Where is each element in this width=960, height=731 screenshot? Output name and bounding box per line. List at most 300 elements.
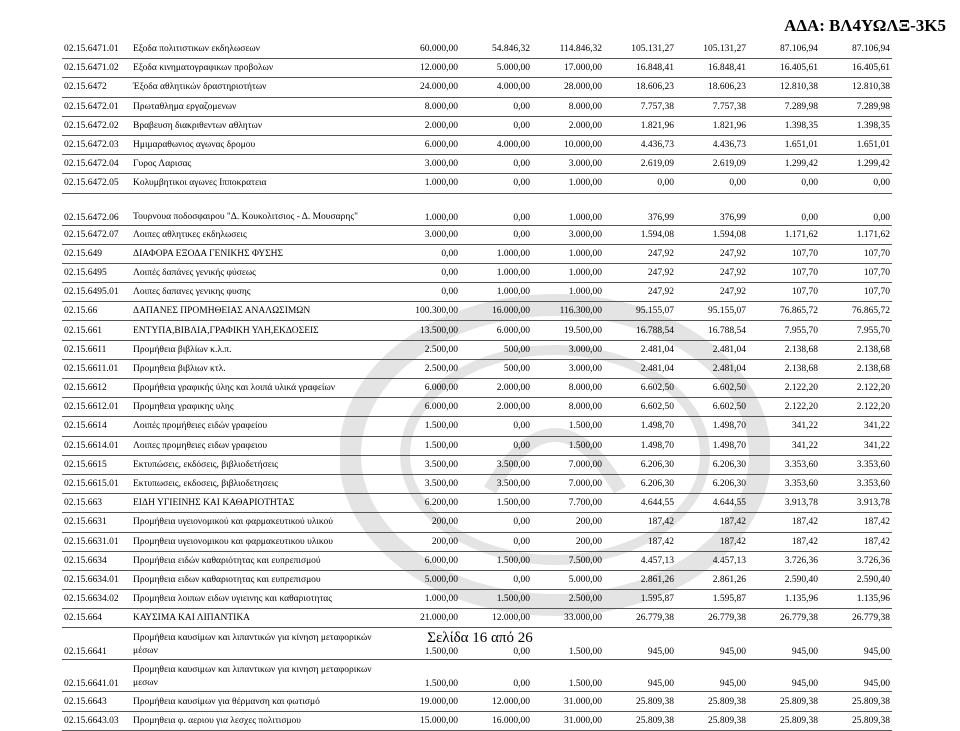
amount-cell: 3.000,00 [532, 340, 604, 359]
table-row [62, 59, 892, 78]
amount-cell: 0,00 [748, 193, 820, 225]
amount-cell: 2.500,00 [388, 359, 460, 378]
table-row [62, 379, 892, 398]
amount-cell: 1.171,62 [820, 225, 892, 244]
account-description: Βραβευση διακριθεντων αθλητων [131, 116, 388, 135]
amount-cell: 187,42 [604, 513, 676, 532]
amount-cell: 1.500,00 [532, 628, 604, 660]
amount-cell: 1.000,00 [532, 174, 604, 193]
amount-cell: 3.000,00 [388, 225, 460, 244]
amount-cell: 187,42 [748, 513, 820, 532]
account-description: Προμηθεια βιβλιων κτλ. [131, 359, 388, 378]
account-code: 02.15.6472.02 [62, 116, 131, 135]
budget-table [62, 40, 892, 731]
account-code: 02.15.6634.02 [62, 590, 131, 609]
amount-cell: 1.500,00 [388, 436, 460, 455]
amount-cell: 16.000,00 [460, 711, 532, 730]
account-description: Προμήθεια καυσίμων και λιπαντικών για κίνηση μεταφορικών μέσων [131, 628, 388, 660]
table-row [62, 609, 892, 628]
amount-cell: 2.590,40 [820, 570, 892, 589]
amount-cell: 25.809,38 [604, 711, 676, 730]
amount-cell: 0,00 [820, 193, 892, 225]
table-row [62, 193, 892, 225]
amount-cell: 26.779,38 [676, 609, 748, 628]
amount-cell: 1.000,00 [460, 283, 532, 302]
amount-cell: 12.000,00 [388, 59, 460, 78]
amount-cell: 2.481,04 [604, 359, 676, 378]
account-description: Τουρνουα ποδοσφαιρου "Δ. Κουκολιτσιος - Δ. Μουσαρης" [131, 193, 388, 225]
amount-cell: 107,70 [748, 244, 820, 263]
amount-cell: 0,00 [460, 532, 532, 551]
amount-cell: 6.206,30 [676, 455, 748, 474]
amount-cell: 8.000,00 [532, 379, 604, 398]
amount-cell: 1.500,00 [532, 417, 604, 436]
account-code: 02.15.6495.01 [62, 283, 131, 302]
account-code: 02.15.6471.01 [62, 40, 131, 59]
amount-cell: 1.821,96 [676, 116, 748, 135]
amount-cell: 114.846,32 [532, 40, 604, 59]
amount-cell: 25.809,38 [604, 692, 676, 711]
amount-cell: 1.000,00 [460, 263, 532, 282]
amount-cell: 2.138,68 [820, 340, 892, 359]
amount-cell: 4.457,13 [604, 551, 676, 570]
amount-cell: 5.000,00 [532, 570, 604, 589]
amount-cell: 0,00 [460, 225, 532, 244]
table-row [62, 590, 892, 609]
account-code: 02.15.6614 [62, 417, 131, 436]
account-description: Λοιπες δαπανες γενικης φυσης [131, 283, 388, 302]
account-code: 02.15.6615.01 [62, 474, 131, 493]
table-row [62, 532, 892, 551]
amount-cell: 25.809,38 [820, 692, 892, 711]
amount-cell: 376,99 [604, 193, 676, 225]
amount-cell: 1.595,87 [676, 590, 748, 609]
amount-cell: 945,00 [604, 660, 676, 692]
amount-cell: 0,00 [460, 155, 532, 174]
amount-cell: 0,00 [604, 174, 676, 193]
account-code: 02.15.664 [62, 609, 131, 628]
account-code: 02.15.6472.06 [62, 193, 131, 225]
amount-cell: 18.606,23 [604, 78, 676, 97]
amount-cell: 16.788,54 [676, 321, 748, 340]
amount-cell: 247,92 [604, 263, 676, 282]
amount-cell: 3.000,00 [532, 155, 604, 174]
amount-cell: 1.500,00 [532, 660, 604, 692]
amount-cell: 8.000,00 [532, 398, 604, 417]
amount-cell: 105.131,27 [676, 40, 748, 59]
budget-rows [62, 40, 892, 730]
amount-cell: 4.000,00 [460, 78, 532, 97]
page-number: Σελίδα 16 από 26 [427, 630, 533, 646]
amount-cell: 6.206,30 [604, 455, 676, 474]
amount-cell: 1.498,70 [676, 436, 748, 455]
account-code: 02.15.66 [62, 302, 131, 321]
account-description: Προμήθεια υγειονομικού και φαρμακευτικού υλικού [131, 513, 388, 532]
amount-cell: 16.848,41 [604, 59, 676, 78]
amount-cell: 1.500,00 [460, 551, 532, 570]
account-description: Προμηθεια καυσιμων και λιπαντικων για κινηση μεταφορικων μεσων [131, 660, 388, 692]
amount-cell: 0,00 [820, 174, 892, 193]
amount-cell: 1.500,00 [388, 660, 460, 692]
amount-cell: 3.913,78 [748, 494, 820, 513]
amount-cell: 0,00 [388, 283, 460, 302]
amount-cell: 13.500,00 [388, 321, 460, 340]
amount-cell: 945,00 [820, 660, 892, 692]
amount-cell: 1.498,70 [604, 436, 676, 455]
table-row [62, 340, 892, 359]
amount-cell: 341,22 [820, 436, 892, 455]
table-row [62, 174, 892, 193]
amount-cell: 107,70 [820, 263, 892, 282]
account-description: Κολυμβητικοι αγωνες Ιπποκρατεια [131, 174, 388, 193]
amount-cell: 31.000,00 [532, 692, 604, 711]
amount-cell: 1.000,00 [388, 193, 460, 225]
account-description: Προμηθεια φ. αεριου για λεσχες πολιτισμου [131, 711, 388, 730]
table-row [62, 660, 892, 692]
amount-cell: 2.000,00 [460, 398, 532, 417]
amount-cell: 1.398,35 [820, 116, 892, 135]
amount-cell: 187,42 [748, 532, 820, 551]
table-row [62, 155, 892, 174]
account-description: Εξοδα κινηματογραφικων προβολων [131, 59, 388, 78]
amount-cell: 7.000,00 [532, 474, 604, 493]
account-code: 02.15.6472.07 [62, 225, 131, 244]
amount-cell: 25.809,38 [676, 692, 748, 711]
account-description: Λοιπες αθλητικες εκδηλωσεις [131, 225, 388, 244]
amount-cell: 16.405,61 [820, 59, 892, 78]
amount-cell: 3.500,00 [460, 474, 532, 493]
amount-cell: 945,00 [676, 628, 748, 660]
account-code: 02.15.6495 [62, 263, 131, 282]
amount-cell: 3.500,00 [388, 474, 460, 493]
account-description: Εξοδα πολιτιστικων εκδηλωσεων [131, 40, 388, 59]
amount-cell: 247,92 [604, 283, 676, 302]
ada-header [780, 16, 946, 36]
amount-cell: 945,00 [676, 660, 748, 692]
amount-cell: 341,22 [748, 417, 820, 436]
account-description: Λοιπες προμηθειες ειδων γραφειου [131, 436, 388, 455]
amount-cell: 7.289,98 [820, 97, 892, 116]
amount-cell: 200,00 [532, 532, 604, 551]
account-code: 02.15.6634 [62, 551, 131, 570]
amount-cell: 0,00 [676, 174, 748, 193]
amount-cell: 19.500,00 [532, 321, 604, 340]
account-description: Προμήθεια γραφικής ύλης και λοιπά υλικά γραφείων [131, 379, 388, 398]
amount-cell: 2.619,09 [604, 155, 676, 174]
account-description: Προμηθεια γραφικης υλης [131, 398, 388, 417]
amount-cell: 6.000,00 [388, 135, 460, 154]
table-row [62, 474, 892, 493]
amount-cell: 87.106,94 [820, 40, 892, 59]
amount-cell: 1.000,00 [532, 193, 604, 225]
amount-cell: 247,92 [676, 283, 748, 302]
amount-cell: 107,70 [820, 283, 892, 302]
amount-cell: 1.594,08 [604, 225, 676, 244]
amount-cell: 105.131,27 [604, 40, 676, 59]
amount-cell: 6.206,30 [676, 474, 748, 493]
amount-cell: 4.644,55 [604, 494, 676, 513]
amount-cell: 945,00 [748, 628, 820, 660]
amount-cell: 100.300,00 [388, 302, 460, 321]
amount-cell: 6.206,30 [604, 474, 676, 493]
amount-cell: 3.500,00 [460, 455, 532, 474]
amount-cell: 2.481,04 [676, 359, 748, 378]
account-description: ΕΙΔΗ ΥΓΙΕΙΝΗΣ ΚΑΙ ΚΑΘΑΡΙΟΤΗΤΑΣ [131, 494, 388, 513]
amount-cell: 0,00 [460, 660, 532, 692]
amount-cell: 2.481,04 [676, 340, 748, 359]
table-row [62, 551, 892, 570]
amount-cell: 1.000,00 [460, 244, 532, 263]
amount-cell: 0,00 [460, 193, 532, 225]
amount-cell: 5.000,00 [460, 59, 532, 78]
amount-cell: 0,00 [388, 244, 460, 263]
amount-cell: 7.500,00 [532, 551, 604, 570]
amount-cell: 25.809,38 [748, 711, 820, 730]
account-description: Προμηθεια ειδων καθαριοτητας και ευπρεπισμου [131, 570, 388, 589]
amount-cell: 107,70 [820, 244, 892, 263]
amount-cell: 2.122,20 [820, 379, 892, 398]
amount-cell: 0,00 [460, 417, 532, 436]
amount-cell: 33.000,00 [532, 609, 604, 628]
amount-cell: 7.955,70 [820, 321, 892, 340]
amount-cell: 76.865,72 [748, 302, 820, 321]
amount-cell: 2.000,00 [460, 379, 532, 398]
account-code: 02.15.649 [62, 244, 131, 263]
amount-cell: 12.000,00 [460, 692, 532, 711]
amount-cell: 7.289,98 [748, 97, 820, 116]
amount-cell: 187,42 [820, 513, 892, 532]
amount-cell: 945,00 [820, 628, 892, 660]
amount-cell: 26.779,38 [748, 609, 820, 628]
amount-cell: 1.398,35 [748, 116, 820, 135]
amount-cell: 1.000,00 [388, 590, 460, 609]
account-description: Εκτυπώσεις, εκδόσεις, βιβλιοδετήσεις [131, 455, 388, 474]
amount-cell: 16.405,61 [748, 59, 820, 78]
amount-cell: 4.000,00 [460, 135, 532, 154]
amount-cell: 4.644,55 [676, 494, 748, 513]
amount-cell: 0,00 [460, 116, 532, 135]
table-row [62, 263, 892, 282]
amount-cell: 1.498,70 [676, 417, 748, 436]
amount-cell: 2.138,68 [820, 359, 892, 378]
amount-cell: 4.436,73 [604, 135, 676, 154]
amount-cell: 2.481,04 [604, 340, 676, 359]
amount-cell: 3.726,36 [820, 551, 892, 570]
amount-cell: 247,92 [676, 263, 748, 282]
amount-cell: 107,70 [748, 283, 820, 302]
amount-cell: 6.200,00 [388, 494, 460, 513]
amount-cell: 1.821,96 [604, 116, 676, 135]
account-description: Ημιμαραθωνιος αγωνας δρομου [131, 135, 388, 154]
amount-cell: 0,00 [460, 628, 532, 660]
amount-cell: 187,42 [604, 532, 676, 551]
account-code: 02.15.6472.01 [62, 97, 131, 116]
table-row [62, 417, 892, 436]
amount-cell: 2.619,09 [676, 155, 748, 174]
amount-cell: 341,22 [820, 417, 892, 436]
amount-cell: 7.955,70 [748, 321, 820, 340]
amount-cell: 2.138,68 [748, 359, 820, 378]
account-code: 02.15.6612 [62, 379, 131, 398]
amount-cell: 2.122,20 [820, 398, 892, 417]
amount-cell: 0,00 [460, 97, 532, 116]
amount-cell: 1.299,42 [820, 155, 892, 174]
amount-cell: 3.000,00 [388, 155, 460, 174]
amount-cell: 0,00 [748, 174, 820, 193]
amount-cell: 3.353,60 [820, 474, 892, 493]
account-description: ΔΙΑΦΟΡΑ ΕΞΟΔΑ ΓΕΝΙΚΗΣ ΦΥΣΗΣ [131, 244, 388, 263]
table-row [62, 283, 892, 302]
amount-cell: 0,00 [460, 436, 532, 455]
amount-cell: 3.726,36 [748, 551, 820, 570]
account-code: 02.15.6472.03 [62, 135, 131, 154]
amount-cell: 3.353,60 [748, 474, 820, 493]
table-row [62, 302, 892, 321]
amount-cell: 2.861,26 [676, 570, 748, 589]
account-code: 02.15.6634.01 [62, 570, 131, 589]
account-description: Προμήθεια καυσίμων για θέρμανση και φωτισμό [131, 692, 388, 711]
table-row [62, 359, 892, 378]
account-code: 02.15.663 [62, 494, 131, 513]
account-code: 02.15.6472.05 [62, 174, 131, 193]
amount-cell: 500,00 [460, 340, 532, 359]
amount-cell: 95.155,07 [604, 302, 676, 321]
amount-cell: 12.810,38 [748, 78, 820, 97]
amount-cell: 1.135,96 [748, 590, 820, 609]
amount-cell: 187,42 [676, 513, 748, 532]
amount-cell: 17.000,00 [532, 59, 604, 78]
amount-cell: 2.122,20 [748, 379, 820, 398]
account-code: 02.15.6471.02 [62, 59, 131, 78]
amount-cell: 2.000,00 [532, 116, 604, 135]
account-code: 02.15.6643.03 [62, 711, 131, 730]
amount-cell: 18.606,23 [676, 78, 748, 97]
amount-cell: 0,00 [460, 513, 532, 532]
ada-label: ΑΔΑ: [784, 16, 825, 35]
table-row [62, 244, 892, 263]
amount-cell: 1.498,70 [604, 417, 676, 436]
amount-cell: 3.500,00 [388, 455, 460, 474]
amount-cell: 1.500,00 [460, 590, 532, 609]
amount-cell: 2.138,68 [748, 340, 820, 359]
amount-cell: 3.000,00 [532, 359, 604, 378]
amount-cell: 341,22 [748, 436, 820, 455]
amount-cell: 7.000,00 [532, 455, 604, 474]
amount-cell: 28.000,00 [532, 78, 604, 97]
amount-cell: 1.500,00 [388, 417, 460, 436]
account-description: ΚΑΥΣΙΜΑ ΚΑΙ ΛΙΠΑΝΤΙΚΑ [131, 609, 388, 628]
amount-cell: 0,00 [460, 174, 532, 193]
amount-cell: 6.602,50 [676, 398, 748, 417]
amount-cell: 3.353,60 [820, 455, 892, 474]
account-description: ΔΑΠΑΝΕΣ ΠΡΟΜΗΘΕΙΑΣ ΑΝΑΛΩΣΙΜΩΝ [131, 302, 388, 321]
account-code: 02.15.6614.01 [62, 436, 131, 455]
account-description: Εκτυπωσεις, εκδοσεις, βιβλιοδετησεις [131, 474, 388, 493]
amount-cell: 15.000,00 [388, 711, 460, 730]
amount-cell: 1.000,00 [532, 283, 604, 302]
amount-cell: 0,00 [460, 570, 532, 589]
amount-cell: 3.913,78 [820, 494, 892, 513]
account-code: 02.15.6631.01 [62, 532, 131, 551]
amount-cell: 6.000,00 [388, 551, 460, 570]
amount-cell: 107,70 [748, 263, 820, 282]
amount-cell: 1.500,00 [460, 494, 532, 513]
amount-cell: 6.602,50 [604, 398, 676, 417]
amount-cell: 95.155,07 [676, 302, 748, 321]
table-row [62, 78, 892, 97]
amount-cell: 8.000,00 [532, 97, 604, 116]
amount-cell: 1.594,08 [676, 225, 748, 244]
table-row [62, 436, 892, 455]
amount-cell: 6.602,50 [604, 379, 676, 398]
account-description: ΕΝΤΥΠΑ,ΒΙΒΛΙΑ,ΓΡΑΦΙΚΗ ΥΛΗ,ΕΚΔΟΣΕΙΣ [131, 321, 388, 340]
table-row [62, 494, 892, 513]
account-code: 02.15.6641.01 [62, 660, 131, 692]
amount-cell: 7.700,00 [532, 494, 604, 513]
table-row [62, 97, 892, 116]
amount-cell: 4.436,73 [676, 135, 748, 154]
amount-cell: 187,42 [676, 532, 748, 551]
amount-cell: 54.846,32 [460, 40, 532, 59]
amount-cell: 21.000,00 [388, 609, 460, 628]
amount-cell: 500,00 [460, 359, 532, 378]
account-code: 02.15.6641 [62, 628, 131, 660]
amount-cell: 945,00 [604, 628, 676, 660]
amount-cell: 10.000,00 [532, 135, 604, 154]
account-code: 02.15.6631 [62, 513, 131, 532]
amount-cell: 187,42 [820, 532, 892, 551]
amount-cell: 116.300,00 [532, 302, 604, 321]
amount-cell: 26.779,38 [820, 609, 892, 628]
table-row [62, 40, 892, 59]
amount-cell: 1.171,62 [748, 225, 820, 244]
amount-cell: 1.500,00 [532, 436, 604, 455]
table-row [62, 513, 892, 532]
table-row [62, 225, 892, 244]
ada-code: ΒΛ4ΥΩΛΞ-3Κ5 [828, 16, 946, 35]
amount-cell: 25.809,38 [748, 692, 820, 711]
amount-cell: 19.000,00 [388, 692, 460, 711]
amount-cell: 1.000,00 [532, 263, 604, 282]
amount-cell: 1.651,01 [748, 135, 820, 154]
amount-cell: 3.000,00 [532, 225, 604, 244]
account-code: 02.15.6611 [62, 340, 131, 359]
amount-cell: 25.809,38 [676, 711, 748, 730]
amount-cell: 12.000,00 [460, 609, 532, 628]
amount-cell: 247,92 [604, 244, 676, 263]
amount-cell: 16.000,00 [460, 302, 532, 321]
amount-cell: 1.135,96 [820, 590, 892, 609]
amount-cell: 16.848,41 [676, 59, 748, 78]
amount-cell: 200,00 [388, 532, 460, 551]
account-code: 02.15.6615 [62, 455, 131, 474]
account-code: 02.15.6472 [62, 78, 131, 97]
amount-cell: 200,00 [388, 513, 460, 532]
table-row [62, 455, 892, 474]
account-code: 02.15.661 [62, 321, 131, 340]
amount-cell: 7.757,38 [676, 97, 748, 116]
amount-cell: 60.000,00 [388, 40, 460, 59]
amount-cell: 945,00 [748, 660, 820, 692]
table-row [62, 692, 892, 711]
amount-cell: 6.000,00 [460, 321, 532, 340]
amount-cell: 6.000,00 [388, 379, 460, 398]
account-description: Προμήθεια βιβλίων κ.λ.π. [131, 340, 388, 359]
amount-cell: 1.651,01 [820, 135, 892, 154]
amount-cell: 76.865,72 [820, 302, 892, 321]
table-row [62, 135, 892, 154]
amount-cell: 26.779,38 [604, 609, 676, 628]
